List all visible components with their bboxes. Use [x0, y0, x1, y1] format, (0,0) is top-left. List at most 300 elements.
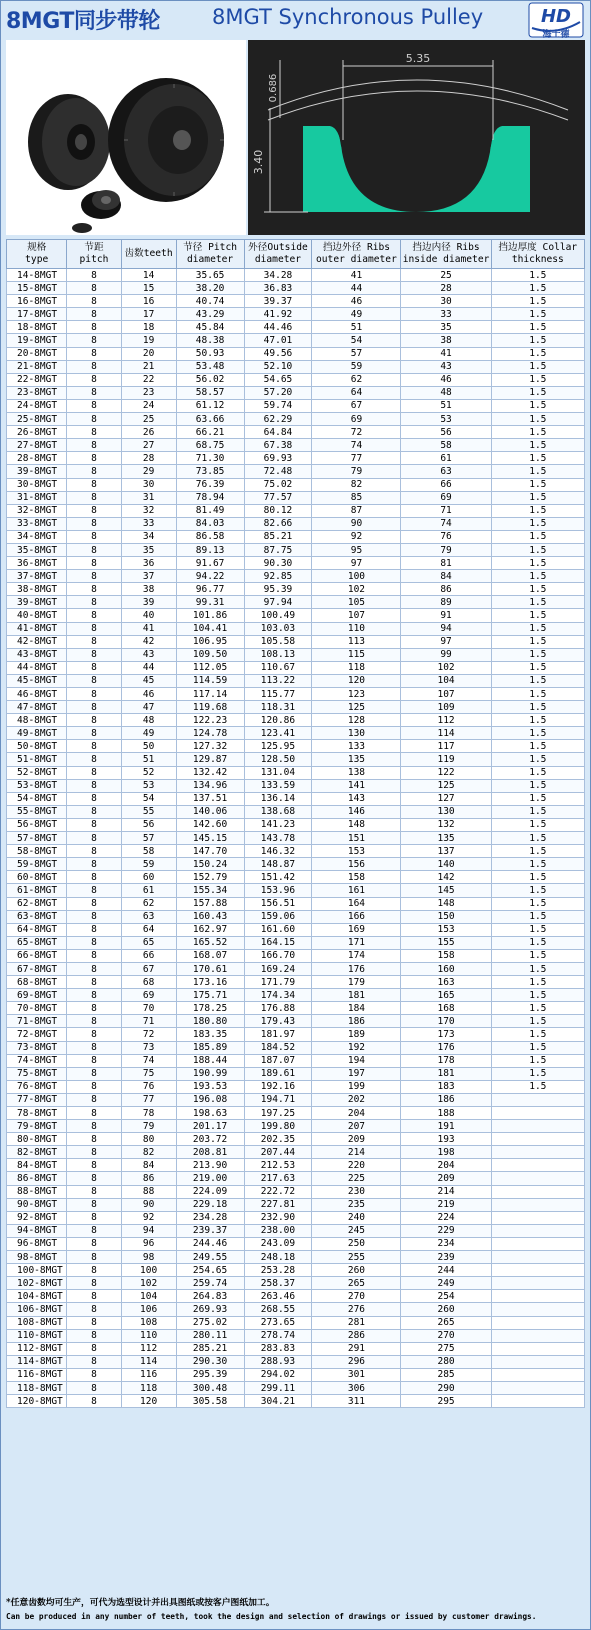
table-cell: 35-8MGT	[7, 543, 67, 556]
table-cell: 90.30	[244, 557, 312, 570]
table-cell: 171	[312, 936, 401, 949]
table-cell: 57.20	[244, 386, 312, 399]
table-cell: 110	[312, 622, 401, 635]
table-cell: 20-8MGT	[7, 347, 67, 360]
table-cell: 153.96	[244, 884, 312, 897]
table-row	[7, 740, 585, 753]
table-row	[7, 1054, 585, 1067]
table-row	[7, 1146, 585, 1159]
table-cell: 207	[312, 1120, 401, 1133]
table-row	[7, 360, 585, 373]
table-cell: 117	[401, 740, 491, 753]
table-cell: 165.52	[176, 936, 244, 949]
table-cell: 8	[67, 884, 121, 897]
table-cell: 166.70	[244, 949, 312, 962]
table-cell: 68.75	[176, 439, 244, 452]
table-cell: 1.5	[491, 1080, 584, 1093]
table-cell: 35	[401, 321, 491, 334]
table-cell: 79-8MGT	[7, 1120, 67, 1133]
table-cell: 39.37	[244, 295, 312, 308]
table-cell: 54	[312, 334, 401, 347]
table-cell: 1.5	[491, 779, 584, 792]
table-cell: 184.52	[244, 1041, 312, 1054]
table-cell: 1.5	[491, 596, 584, 609]
column-header	[244, 240, 312, 269]
table-cell: 115.77	[244, 688, 312, 701]
table-cell: 224	[401, 1211, 491, 1224]
table-cell: 1.5	[491, 452, 584, 465]
column-header-line2: pitch	[79, 254, 109, 265]
table-cell: 91.67	[176, 557, 244, 570]
table-cell: 8	[67, 452, 121, 465]
table-cell: 155	[401, 936, 491, 949]
table-cell: 239	[401, 1251, 491, 1264]
table-cell: 104	[401, 674, 491, 687]
table-cell: 94	[401, 622, 491, 635]
table-cell: 239.37	[176, 1224, 244, 1237]
table-row	[7, 1198, 585, 1211]
table-cell	[491, 1381, 584, 1394]
table-cell: 165	[401, 989, 491, 1002]
table-row	[7, 818, 585, 831]
table-cell: 161.60	[244, 923, 312, 936]
table-cell: 123	[312, 688, 401, 701]
table-cell	[491, 1211, 584, 1224]
table-row	[7, 1264, 585, 1277]
table-cell: 47.01	[244, 334, 312, 347]
table-cell: 41	[312, 269, 401, 282]
table-cell: 137	[401, 845, 491, 858]
table-cell: 8	[67, 1277, 121, 1290]
table-cell: 33	[401, 308, 491, 321]
table-cell: 288.93	[244, 1355, 312, 1368]
table-cell: 86-8MGT	[7, 1172, 67, 1185]
table-cell: 238.00	[244, 1224, 312, 1237]
table-cell: 198	[401, 1146, 491, 1159]
table-cell: 86	[121, 1172, 176, 1185]
table-cell: 299.11	[244, 1381, 312, 1394]
table-cell: 67	[312, 399, 401, 412]
column-header-line2: outer diameter	[316, 254, 397, 265]
footer-note-english: Can be produced in any number of teeth, took the design and selection of drawings or issued by customer drawings.	[6, 1612, 537, 1621]
table-cell: 158	[401, 949, 491, 962]
table-cell	[491, 1120, 584, 1133]
column-header-line2: diameter	[254, 254, 302, 265]
table-cell: 51-8MGT	[7, 753, 67, 766]
table-cell: 159.06	[244, 910, 312, 923]
table-cell: 137.51	[176, 792, 244, 805]
table-cell: 164.15	[244, 936, 312, 949]
table-cell: 8	[67, 1028, 121, 1041]
table-cell: 169	[312, 923, 401, 936]
table-cell: 56.02	[176, 373, 244, 386]
column-header-line2: type	[25, 254, 49, 265]
title-chinese: 8MGT同步带轮	[6, 9, 160, 34]
table-cell: 1.5	[491, 976, 584, 989]
table-cell: 8	[67, 517, 121, 530]
table-cell: 103.03	[244, 622, 312, 635]
table-cell: 280	[401, 1355, 491, 1368]
table-cell: 80	[121, 1133, 176, 1146]
table-cell: 133	[312, 740, 401, 753]
table-cell: 74-8MGT	[7, 1054, 67, 1067]
table-cell: 68	[121, 976, 176, 989]
table-cell: 19	[121, 334, 176, 347]
table-cell: 99	[401, 648, 491, 661]
table-cell: 37-8MGT	[7, 570, 67, 583]
table-cell: 82	[121, 1146, 176, 1159]
table-cell: 164	[312, 897, 401, 910]
table-cell: 8	[67, 1237, 121, 1250]
spec-table	[6, 239, 585, 1408]
table-cell: 138.68	[244, 805, 312, 818]
table-cell: 18-8MGT	[7, 321, 67, 334]
table-cell: 179.43	[244, 1015, 312, 1028]
table-cell: 28	[401, 282, 491, 295]
table-cell: 1.5	[491, 792, 584, 805]
table-row	[7, 1107, 585, 1120]
table-cell	[491, 1107, 584, 1120]
table-row	[7, 308, 585, 321]
table-row	[7, 688, 585, 701]
table-cell: 73-8MGT	[7, 1041, 67, 1054]
table-cell: 74	[312, 439, 401, 452]
table-cell: 1.5	[491, 465, 584, 478]
table-row	[7, 884, 585, 897]
table-cell: 8	[67, 674, 121, 687]
table-cell: 106	[121, 1303, 176, 1316]
table-row	[7, 399, 585, 412]
table-cell: 80-8MGT	[7, 1133, 67, 1146]
table-cell: 51	[401, 399, 491, 412]
table-row	[7, 347, 585, 360]
table-cell: 1.5	[491, 360, 584, 373]
table-cell: 212.53	[244, 1159, 312, 1172]
table-cell: 119	[401, 753, 491, 766]
table-cell: 255	[312, 1251, 401, 1264]
table-cell	[491, 1172, 584, 1185]
table-row	[7, 426, 585, 439]
table-cell: 8	[67, 622, 121, 635]
table-cell: 91	[401, 609, 491, 622]
table-cell: 280.11	[176, 1329, 244, 1342]
table-cell: 290.30	[176, 1355, 244, 1368]
table-cell: 225	[312, 1172, 401, 1185]
table-row	[7, 1120, 585, 1133]
table-cell: 8	[67, 269, 121, 282]
table-cell: 113	[312, 635, 401, 648]
table-cell: 128.50	[244, 753, 312, 766]
table-cell: 105	[312, 596, 401, 609]
table-cell: 110-8MGT	[7, 1329, 67, 1342]
table-cell: 69.93	[244, 452, 312, 465]
table-cell: 142	[401, 871, 491, 884]
table-cell: 150	[401, 910, 491, 923]
table-cell: 50	[121, 740, 176, 753]
table-cell: 8	[67, 688, 121, 701]
table-cell: 114.59	[176, 674, 244, 687]
table-cell: 49-8MGT	[7, 727, 67, 740]
table-cell: 43-8MGT	[7, 648, 67, 661]
table-cell: 90	[312, 517, 401, 530]
table-cell: 25	[401, 269, 491, 282]
table-cell: 60-8MGT	[7, 871, 67, 884]
table-cell: 8	[67, 766, 121, 779]
table-row	[7, 1277, 585, 1290]
table-cell: 102-8MGT	[7, 1277, 67, 1290]
table-cell: 48	[401, 386, 491, 399]
table-cell: 8	[67, 1395, 121, 1408]
table-row	[7, 976, 585, 989]
table-cell: 8	[67, 949, 121, 962]
table-cell: 186	[401, 1093, 491, 1106]
table-cell: 36-8MGT	[7, 557, 67, 570]
table-cell: 248.18	[244, 1251, 312, 1264]
table-cell: 104-8MGT	[7, 1290, 67, 1303]
table-cell: 58	[121, 845, 176, 858]
table-cell: 269.93	[176, 1303, 244, 1316]
table-cell: 90-8MGT	[7, 1198, 67, 1211]
table-row	[7, 504, 585, 517]
table-cell: 81	[401, 557, 491, 570]
table-cell: 92	[121, 1211, 176, 1224]
table-cell: 73.85	[176, 465, 244, 478]
table-cell: 8	[67, 308, 121, 321]
table-cell: 8	[67, 910, 121, 923]
table-cell: 8	[67, 1054, 121, 1067]
table-cell: 197.25	[244, 1107, 312, 1120]
pulley-illustration	[6, 40, 246, 235]
table-cell: 117.14	[176, 688, 244, 701]
table-cell: 62	[312, 373, 401, 386]
table-cell: 1.5	[491, 766, 584, 779]
table-cell: 14	[121, 269, 176, 282]
table-cell: 8	[67, 714, 121, 727]
table-cell: 148	[401, 897, 491, 910]
column-header-line2: diameter	[186, 254, 234, 265]
table-row	[7, 583, 585, 596]
table-cell: 116	[121, 1368, 176, 1381]
table-cell: 8	[67, 635, 121, 648]
table-cell: 58-8MGT	[7, 845, 67, 858]
table-cell: 44	[312, 282, 401, 295]
table-row	[7, 701, 585, 714]
table-cell: 203.72	[176, 1133, 244, 1146]
table-cell: 8	[67, 1041, 121, 1054]
table-cell: 96	[121, 1237, 176, 1250]
table-cell: 240	[312, 1211, 401, 1224]
table-row	[7, 1355, 585, 1368]
table-cell: 67-8MGT	[7, 962, 67, 975]
table-row	[7, 1237, 585, 1250]
table-cell: 15-8MGT	[7, 282, 67, 295]
table-cell: 8	[67, 1146, 121, 1159]
table-cell: 300.48	[176, 1381, 244, 1394]
table-cell: 1.5	[491, 910, 584, 923]
column-header-line1: 节径 Pitch	[183, 242, 238, 253]
title-english: 8MGT Synchronous Pulley	[212, 5, 484, 29]
table-cell	[491, 1198, 584, 1211]
table-cell: 1.5	[491, 308, 584, 321]
table-cell: 122	[401, 766, 491, 779]
table-cell: 1.5	[491, 622, 584, 635]
table-row	[7, 661, 585, 674]
table-cell: 84.03	[176, 517, 244, 530]
table-cell: 214	[401, 1185, 491, 1198]
table-cell: 8	[67, 1067, 121, 1080]
table-row	[7, 936, 585, 949]
table-cell: 47-8MGT	[7, 701, 67, 714]
table-cell: 1.5	[491, 688, 584, 701]
table-cell: 156	[312, 858, 401, 871]
table-cell: 1.5	[491, 373, 584, 386]
table-cell: 63.66	[176, 413, 244, 426]
table-row	[7, 1290, 585, 1303]
table-cell	[491, 1146, 584, 1159]
table-cell: 75-8MGT	[7, 1067, 67, 1080]
table-cell: 8	[67, 1381, 121, 1394]
table-cell: 69	[121, 989, 176, 1002]
table-cell: 22	[121, 373, 176, 386]
table-row	[7, 321, 585, 334]
table-cell: 192	[312, 1041, 401, 1054]
table-cell: 209	[401, 1172, 491, 1185]
table-cell: 209	[312, 1133, 401, 1146]
table-cell: 301	[312, 1368, 401, 1381]
table-row	[7, 282, 585, 295]
table-cell: 8	[67, 282, 121, 295]
table-cell: 49	[121, 727, 176, 740]
table-row	[7, 949, 585, 962]
table-cell: 99.31	[176, 596, 244, 609]
table-row	[7, 923, 585, 936]
table-cell: 75	[121, 1067, 176, 1080]
table-cell: 8	[67, 897, 121, 910]
table-cell: 52	[121, 766, 176, 779]
table-cell: 129.87	[176, 753, 244, 766]
footer-note	[6, 1597, 585, 1623]
table-cell: 1.5	[491, 753, 584, 766]
table-cell: 59-8MGT	[7, 858, 67, 871]
table-cell: 97	[401, 635, 491, 648]
table-cell: 145	[401, 884, 491, 897]
table-cell: 1.5	[491, 439, 584, 452]
table-cell: 125	[312, 701, 401, 714]
table-cell: 130	[401, 805, 491, 818]
table-cell: 204	[401, 1159, 491, 1172]
table-cell: 30	[401, 295, 491, 308]
table-cell: 64	[121, 923, 176, 936]
table-cell: 53.48	[176, 360, 244, 373]
table-cell: 166	[312, 910, 401, 923]
table-cell: 170	[401, 1015, 491, 1028]
table-cell: 141.23	[244, 818, 312, 831]
table-cell: 1.5	[491, 269, 584, 282]
table-cell: 89.13	[176, 543, 244, 556]
column-header	[7, 240, 67, 269]
table-cell: 8	[67, 1172, 121, 1185]
table-cell: 90	[121, 1198, 176, 1211]
table-cell: 8	[67, 530, 121, 543]
table-cell: 42	[121, 635, 176, 648]
table-cell: 110.67	[244, 661, 312, 674]
table-cell: 50-8MGT	[7, 740, 67, 753]
table-cell: 151	[312, 832, 401, 845]
table-cell: 8	[67, 399, 121, 412]
table-cell: 249.55	[176, 1251, 244, 1264]
table-cell: 57	[121, 832, 176, 845]
table-cell: 45	[121, 674, 176, 687]
table-cell: 38-8MGT	[7, 583, 67, 596]
column-header-line1: 挡边厚度 Collar	[498, 242, 578, 253]
table-cell: 1.5	[491, 478, 584, 491]
table-cell: 44.46	[244, 321, 312, 334]
table-cell: 8	[67, 845, 121, 858]
table-cell: 8	[67, 858, 121, 871]
table-cell: 1.5	[491, 923, 584, 936]
table-cell: 79	[121, 1120, 176, 1133]
table-cell: 95	[312, 543, 401, 556]
table-cell: 116-8MGT	[7, 1368, 67, 1381]
table-cell: 180.80	[176, 1015, 244, 1028]
table-cell: 92-8MGT	[7, 1211, 67, 1224]
table-cell: 127	[401, 792, 491, 805]
table-cell: 265	[401, 1316, 491, 1329]
table-cell: 62-8MGT	[7, 897, 67, 910]
column-header-line1: 节距	[84, 242, 104, 253]
table-cell: 46-8MGT	[7, 688, 67, 701]
table-body	[7, 269, 585, 1408]
table-cell: 72	[121, 1028, 176, 1041]
table-cell: 145.15	[176, 832, 244, 845]
table-cell: 268.55	[244, 1303, 312, 1316]
table-cell: 8	[67, 1080, 121, 1093]
table-cell	[491, 1303, 584, 1316]
table-cell: 37	[121, 570, 176, 583]
table-row	[7, 413, 585, 426]
table-cell: 102	[121, 1277, 176, 1290]
table-cell: 56	[121, 818, 176, 831]
table-row	[7, 1185, 585, 1198]
table-cell: 157.88	[176, 897, 244, 910]
table-cell: 8	[67, 570, 121, 583]
table-cell: 8	[67, 1329, 121, 1342]
table-cell: 32-8MGT	[7, 504, 67, 517]
table-cell: 44	[121, 661, 176, 674]
table-cell: 1.5	[491, 399, 584, 412]
table-cell: 259.74	[176, 1277, 244, 1290]
table-cell: 18	[121, 321, 176, 334]
table-cell: 173.16	[176, 976, 244, 989]
table-cell: 176.88	[244, 1002, 312, 1015]
table-cell: 135	[401, 832, 491, 845]
table-cell: 1.5	[491, 426, 584, 439]
table-cell: 94	[121, 1224, 176, 1237]
table-cell: 188.44	[176, 1054, 244, 1067]
table-cell: 64	[312, 386, 401, 399]
table-row	[7, 962, 585, 975]
table-cell: 229.18	[176, 1198, 244, 1211]
table-cell	[491, 1355, 584, 1368]
tooth-profile-drawing	[248, 40, 585, 235]
table-cell: 8	[67, 1264, 121, 1277]
table-cell: 27-8MGT	[7, 439, 67, 452]
table-cell: 181	[312, 989, 401, 1002]
table-cell	[491, 1329, 584, 1342]
table-row	[7, 622, 585, 635]
table-row	[7, 439, 585, 452]
table-cell: 100-8MGT	[7, 1264, 67, 1277]
